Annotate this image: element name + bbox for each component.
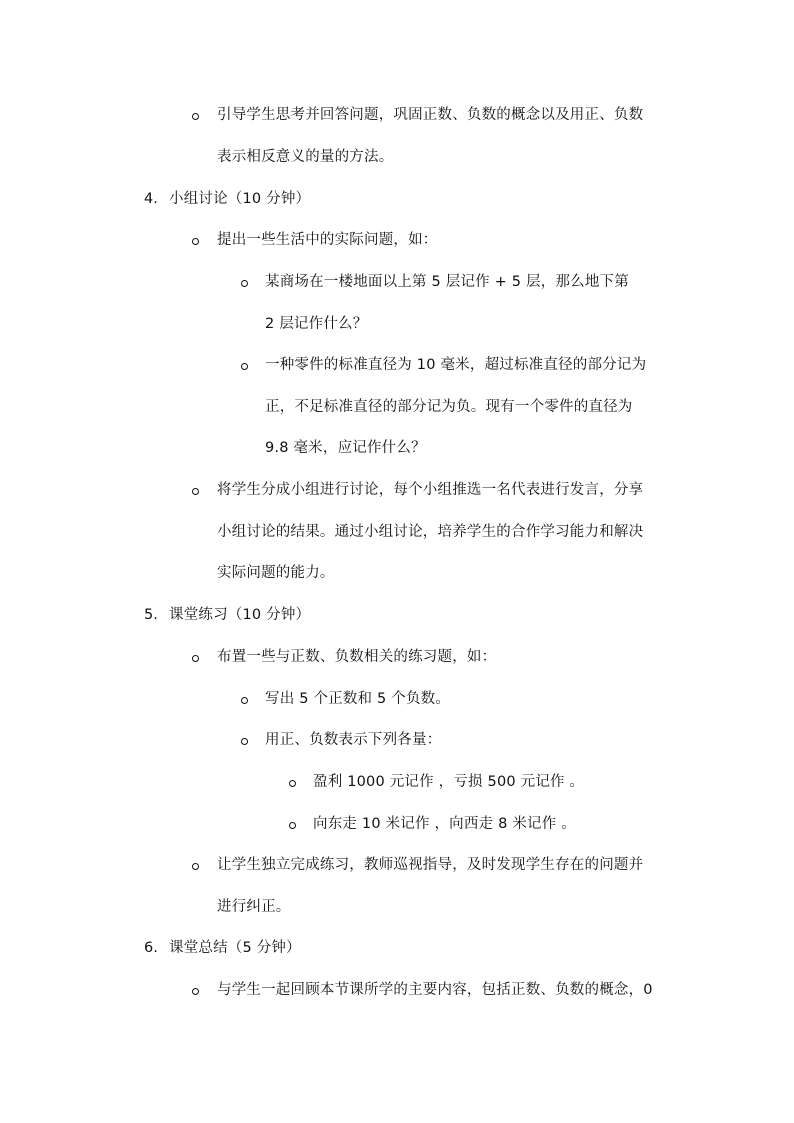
paragraph-line: 小组讨论的结果。通过小组讨论，培养学生的合作学习能力和解决 xyxy=(217,524,644,540)
section-number: 5. xyxy=(144,607,158,623)
paragraph-line: 2 层记作什么？ xyxy=(265,316,368,332)
bullet-icon xyxy=(192,655,199,662)
paragraph-line: 引导学生思考并回答问题，巩固正数、负数的概念以及用正、负数 xyxy=(217,107,644,123)
paragraph-line: 与学生一起回顾本节课所学的主要内容，包括正数、负数的概念，0 xyxy=(217,982,653,998)
bullet-icon xyxy=(289,780,296,787)
paragraph-line: 用正、负数表示下列各量： xyxy=(265,732,442,748)
paragraph-line: 表示相反意义的量的方法。 xyxy=(217,149,394,165)
section-heading: 课堂练习（10 分钟） xyxy=(169,607,311,623)
paragraph-line: 进行纠正。 xyxy=(217,899,291,915)
paragraph-line: 让学生独立完成练习，教师巡视指导，及时发现学生存在的问题并 xyxy=(217,857,644,873)
bullet-icon xyxy=(192,988,199,995)
bullet-icon xyxy=(192,863,199,870)
paragraph-line: 布置一些与正数、负数相关的练习题，如： xyxy=(217,649,497,665)
paragraph-line: 9.8 毫米，应记作什么？ xyxy=(265,440,426,456)
section-number: 4. xyxy=(144,191,158,207)
bullet-icon xyxy=(289,822,296,829)
bullet-icon xyxy=(241,697,248,704)
paragraph-line: 向东走 10 米记作 ，向西走 8 米记作 。 xyxy=(313,816,576,832)
paragraph-line: 盈利 1000 元记作 ，亏损 500 元记作 。 xyxy=(313,774,585,790)
section-heading: 课堂总结（5 分钟） xyxy=(169,940,301,956)
paragraph-line: 正，不足标准直径的部分记为负。现有一个零件的直径为 xyxy=(265,399,633,415)
bullet-icon xyxy=(241,363,248,370)
section-number: 6. xyxy=(144,940,158,956)
paragraph-line: 实际问题的能力。 xyxy=(217,565,335,581)
paragraph-line: 写出 5 个正数和 5 个负数。 xyxy=(265,691,451,707)
paragraph-line: 提出一些生活中的实际问题，如： xyxy=(217,232,438,248)
bullet-icon xyxy=(241,738,248,745)
bullet-icon xyxy=(192,488,199,495)
bullet-icon xyxy=(241,280,248,287)
bullet-icon xyxy=(192,113,199,120)
section-heading: 小组讨论（10 分钟） xyxy=(169,191,311,207)
paragraph-line: 某商场在一楼地面以上第 5 层记作 + 5 层，那么地下第 xyxy=(265,274,629,290)
bullet-icon xyxy=(192,238,199,245)
paragraph-line: 将学生分成小组进行讨论，每个小组推选一名代表进行发言，分享 xyxy=(217,482,644,498)
paragraph-line: 一种零件的标准直径为 10 毫米，超过标准直径的部分记为 xyxy=(265,357,647,373)
